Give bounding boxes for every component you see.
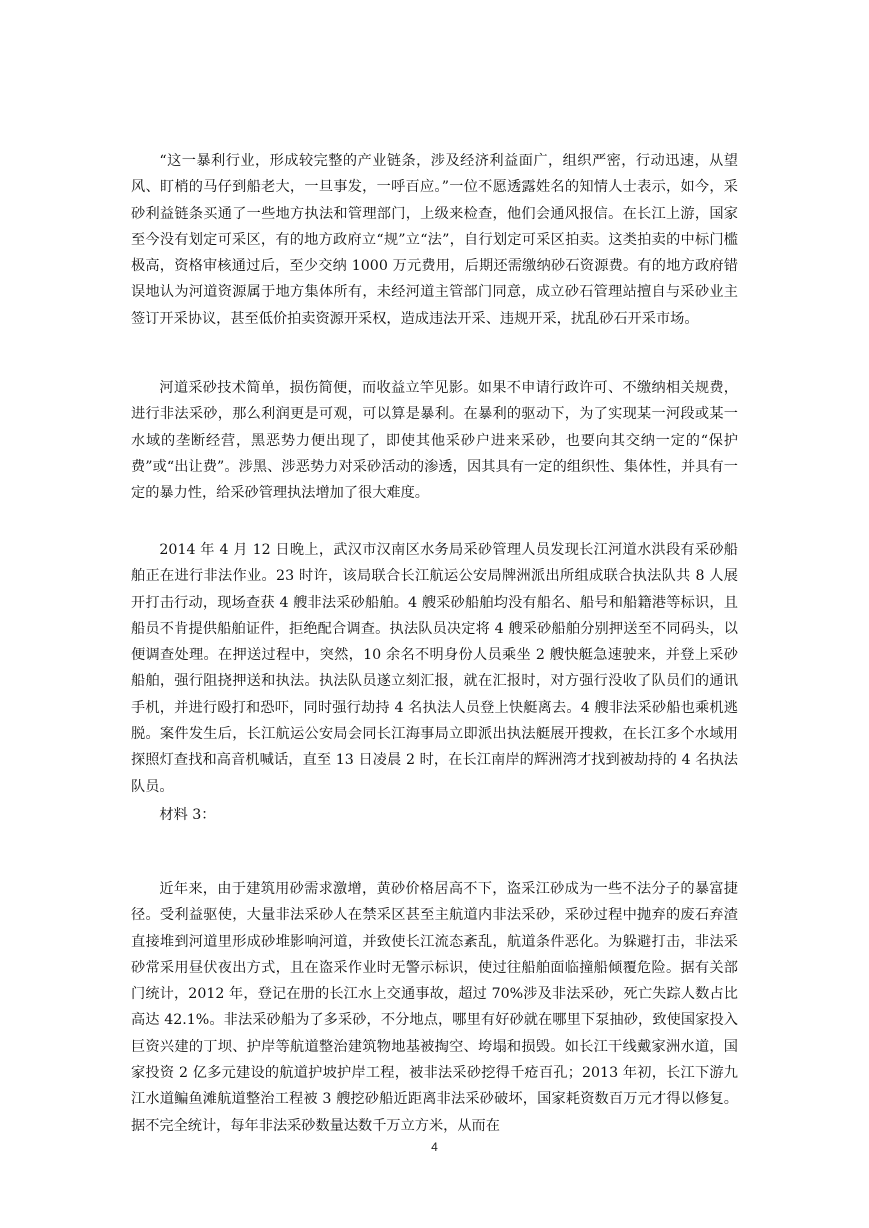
material-heading: 材料 3： bbox=[159, 807, 216, 823]
paragraph-wuhan-case: 2014 年 4 月 12 日晚上，武汉市汉南区水务局采砂管理人员发现长江河道水洪段有采砂船舶正在进行非法作业。23 时许，该局联合长江航运公安局牌洲派出所组成联合执法队共 8 人展开打击行动，现场查获 4 艘非法采砂船舶。4 艘采砂船舶均没有船名、船号和船籍港等标识，且船员不肯提供船舶证件，拒绝配合调查。执法队员决定将 4 艘采砂船舶分别押送至不同码头，以便调查处理。在押送过程中，突然，10 余名不明身份人员乘坐 2 艘快艇急速驶来，并登上采砂船舶，强行阻挠押送和执法。执法队员遂立刻汇报，就在汇报时，对方强行没收了队员们的通讯手机，并进行殴打和恐吓，同时强行劫持 4 名执法人员登上快艇离去。4 艘非法采砂船也乘机逃脱。案件发生后，长江航运公安局会同长江海事局立即派出执法艇展开搜救，在长江多个水域用探照灯查找和高音机喊话，直至 13 日凌晨 2 时，在长江南岸的辉洲湾才找到被劫持的 4 名执法队员。 bbox=[131, 542, 738, 795]
paragraph-interest-chain: “这一暴利行业，形成较完整的产业链条，涉及经济利益面广，组织严密，行动迅速，从望风、盯梢的马仔到船老大，一旦事发，一呼百应。”一位不愿透露姓名的知情人士表示，如今，采砂利益链条买通了一些地方执法和管理部门，上级来检查，他们会通风报信。在长江上游，国家至今没有划定可采区，有的地方政府立“规”立“法”，自行划定可采区拍卖。这类拍卖的中标门槛极高，资格审核通过后，至少交纳 1000 万元费用，后期还需缴纳砂石资源费。有的地方政府错误地认为河道资源属于地方集体所有，未经河道主管部门同意，成立砂石管理站擅自与采砂业主签订开采协议，甚至低价拍卖资源开采权，造成违法开采、违规开采，扰乱砂石开采市场。 bbox=[131, 153, 738, 327]
paragraph-illegal-mining-impact: 近年来，由于建筑用砂需求激增，黄砂价格居高不下，盗采江砂成为一些不法分子的暴富捷径。受利益驱使，大量非法采砂人在禁采区甚至主航道内非法采砂，采砂过程中抛弃的废石弃渣直接堆到河道里形成砂堆影响河道，并致使长江流态紊乱，航道条件恶化。为躲避打击，非法采砂常采用昼伏夜出方式，且在盗采作业时无警示标识，使过往船舶面临撞船倾覆危险。据有关部门统计，2012 年，登记在册的长江水上交通事故，超过 70%涉及非法采砂，死亡失踪人数占比高达 42.1%。非法采砂船为了多采砂，不分地点，哪里有好砂就在哪里下泵抽砂，致使国家投入巨资兴建的丁坝、护岸等航道整治建筑物地基被掏空、垮塌和损毁。如长江干线戴家洲水道，国家投资 2 亿多元建设的航道护坡护岸工程，被非法采砂挖得千疮百孔；2013 年初，长江下游九江水道鳊鱼滩航道整治工程被 3 艘挖砂船近距离非法采砂破坏，国家耗资数百万元才得以修复。据不完全统计，每年非法采砂数量达数千万立方米，从而在 bbox=[131, 881, 738, 1134]
page-number: 4 bbox=[431, 1140, 438, 1154]
paragraph-sand-mining-profit: 河道采砂技术简单，损伤简便，而收益立竿见影。如果不申请行政许可、不缴纳相关规费，进行非法采砂，那么利润更是可观，可以算是暴利。在暴利的驱动下，为了实现某一河段或某一水域的垄断经营，黑恶势力便出现了，即使其他采砂户进来采砂，也要向其交纳一定的“保护费”或“出让费”。涉黑、涉恶势力对采砂活动的渗透，因其具有一定的组织性、集体性，并具有一定的暴力性，给采砂管理执法增加了很大难度。 bbox=[131, 380, 738, 502]
